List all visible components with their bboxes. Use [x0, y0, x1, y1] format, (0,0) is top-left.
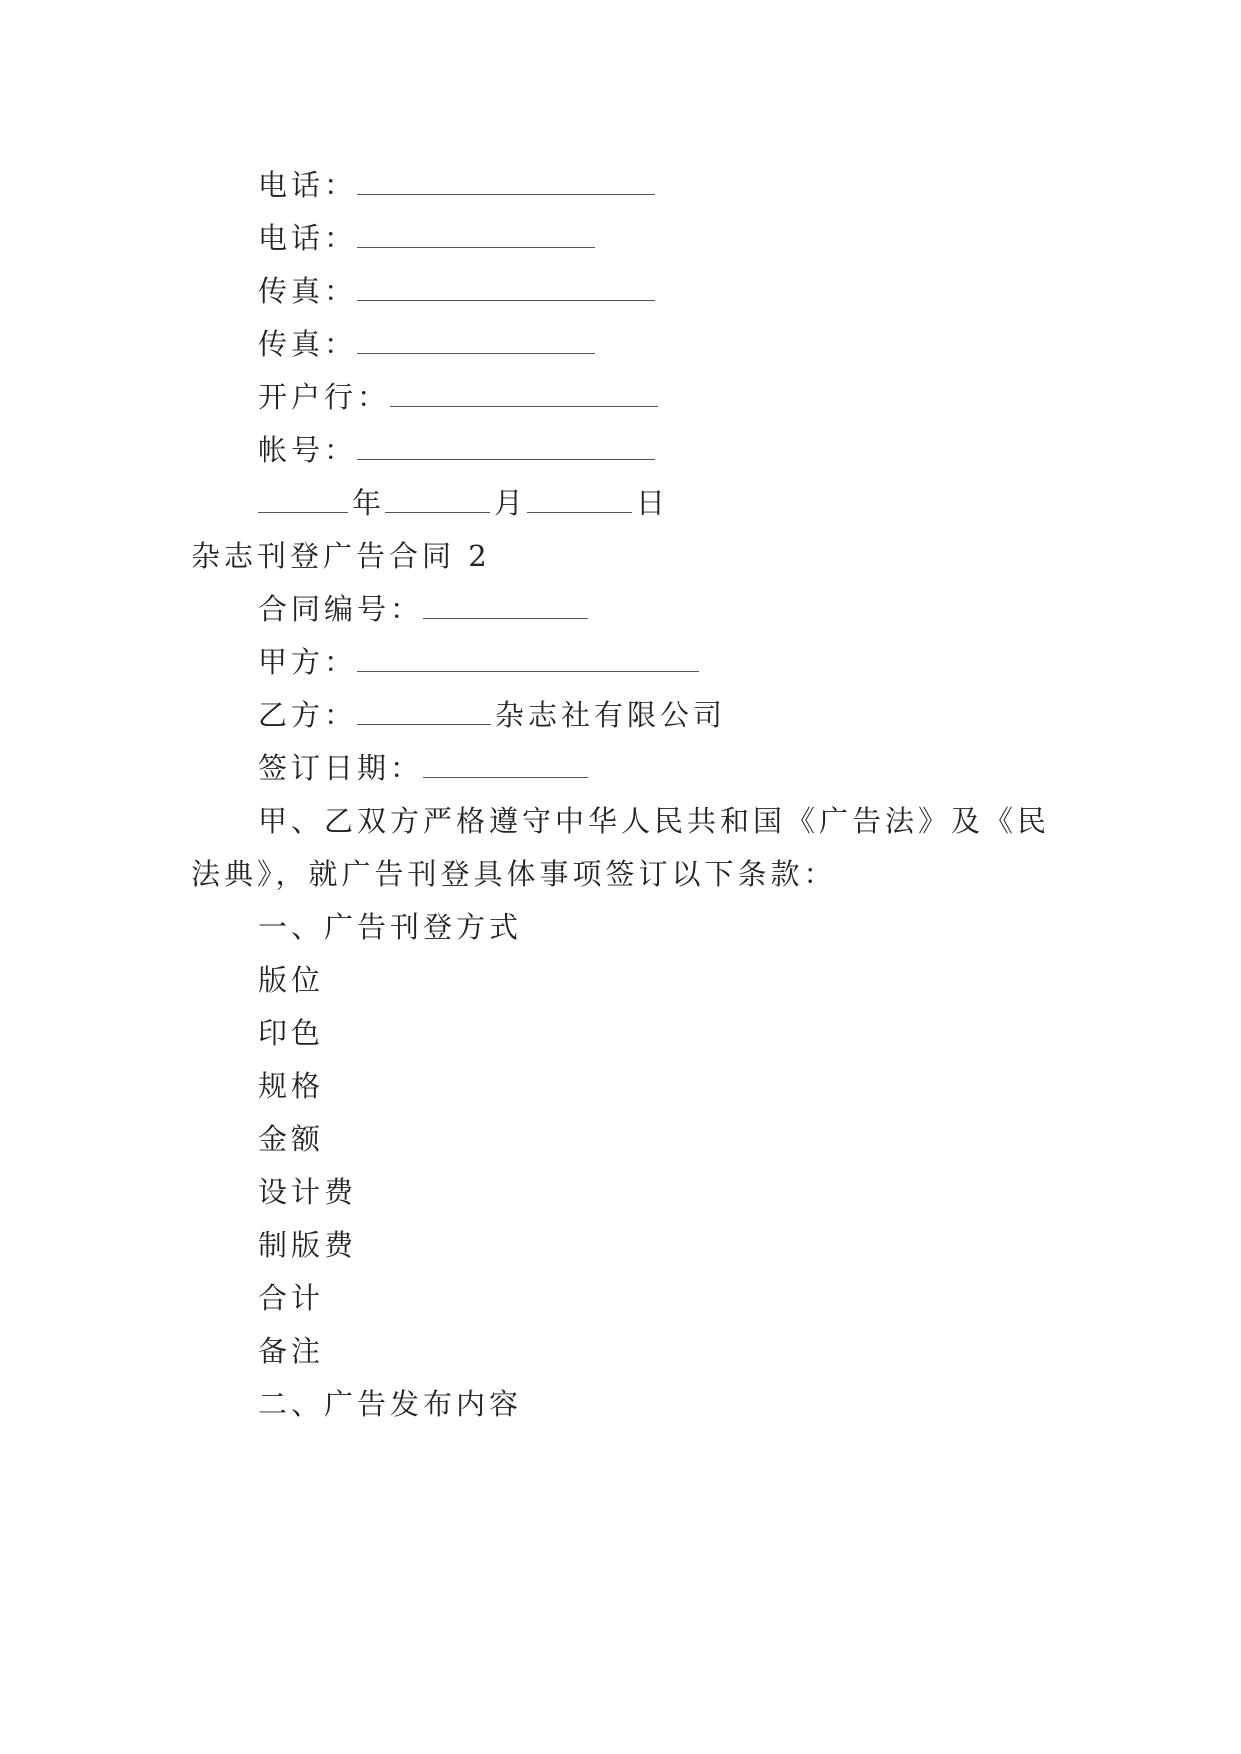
clause-2-title: 二、广告发布内容: [258, 1387, 523, 1421]
party-a-field: [258, 642, 703, 682]
bank-label: 开户行：: [258, 380, 391, 414]
account-field: [258, 430, 659, 470]
intro-line-2: 法典》，就广告刊登具体事项签订以下条款：: [191, 857, 837, 891]
day-label: 日: [636, 486, 670, 520]
bank-field: [258, 377, 662, 417]
phone-field-1: [258, 165, 659, 205]
party-a-label: 甲方：: [258, 645, 358, 679]
account-label: 帐号：: [258, 433, 358, 467]
clause-1-item: 印色: [258, 1016, 325, 1050]
year-label: 年: [352, 486, 386, 520]
phone-label: 电话：: [258, 168, 358, 202]
clause-1-item: 备注: [258, 1334, 325, 1368]
fax-label: 传真：: [258, 327, 358, 361]
year-blank[interactable]: [258, 485, 348, 513]
fax-label: 传真：: [258, 274, 358, 308]
phone-blank[interactable]: [357, 220, 595, 248]
section-title: 杂志刊登广告合同 2: [191, 539, 491, 573]
fax-blank[interactable]: [357, 273, 655, 301]
date-line: [258, 483, 669, 523]
phone-blank[interactable]: [357, 167, 655, 195]
fax-field-2: [258, 324, 599, 364]
sign-date-label: 签订日期：: [258, 751, 424, 785]
day-blank[interactable]: [527, 485, 632, 513]
party-b-field: [258, 695, 726, 735]
month-blank[interactable]: [385, 485, 490, 513]
clause-1-title: 一、广告刊登方式: [258, 910, 523, 944]
party-b-suffix: 杂志社有限公司: [495, 698, 727, 732]
contract-number-blank[interactable]: [423, 591, 588, 619]
bank-blank[interactable]: [390, 379, 658, 407]
party-b-label: 乙方：: [258, 698, 358, 732]
sign-date-blank[interactable]: [423, 750, 588, 778]
clause-1-item: 设计费: [258, 1175, 358, 1209]
contract-number-field: [258, 589, 592, 629]
party-a-blank[interactable]: [357, 644, 699, 672]
clause-1-item: 金额: [258, 1122, 325, 1156]
fax-blank[interactable]: [357, 326, 595, 354]
contract-number-label: 合同编号：: [258, 592, 424, 626]
clause-1-item: 版位: [258, 963, 325, 997]
clause-1-item: 合计: [258, 1281, 325, 1315]
phone-label: 电话：: [258, 221, 358, 255]
party-b-blank[interactable]: [357, 697, 491, 725]
sign-date-field: [258, 748, 592, 788]
account-blank[interactable]: [357, 432, 655, 460]
clause-1-item: 制版费: [258, 1228, 358, 1262]
month-label: 月: [494, 486, 528, 520]
intro-line-1: 甲、乙双方严格遵守中华人民共和国《广告法》及《民: [258, 804, 1051, 838]
fax-field-1: [258, 271, 659, 311]
phone-field-2: [258, 218, 599, 258]
clause-1-item: 规格: [258, 1069, 325, 1103]
